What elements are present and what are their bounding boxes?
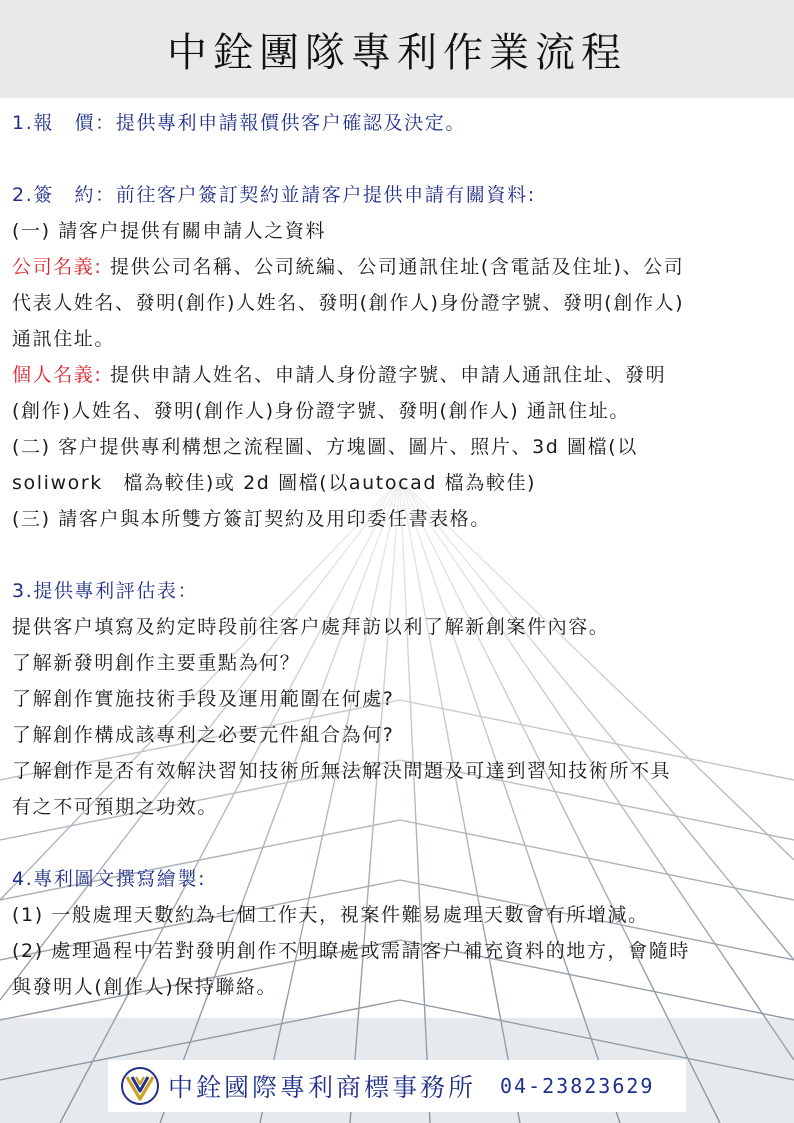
process-content [12, 105, 788, 1005]
company-label: 公司名義: [12, 256, 103, 278]
company-line-2: 代表人姓名、發明(創作)人姓名、發明(創作人)身份證字號、發明(創作人) [12, 292, 685, 314]
personal-text-1: 提供申請人姓名、申請人身份證字號、申請人通訊住址、發明 [102, 364, 667, 386]
personal-label: 個人名義: [12, 364, 103, 386]
section-3-line-1: 提供客户填寫及約定時段前往客户處拜訪以利了解新創案件內容。 [12, 616, 610, 638]
section-4-line-3: 與發明人(創作人)保持聯絡。 [12, 976, 278, 998]
footer-contact [108, 1060, 686, 1112]
section-2-sub1: (一) 請客户提供有關申請人之資料 [12, 220, 327, 242]
section-3-line-5: 了解創作是否有效解決習知技術所無法解決問題及可達到習知技術所不具 [12, 760, 672, 782]
firm-logo-icon [120, 1066, 160, 1106]
section-4-heading: 4.專利圖文撰寫繪製: [12, 868, 207, 890]
company-text-1: 提供公司名稱、公司統編、公司通訊住址(含電話及住址)、公司 [102, 256, 685, 278]
section-2-sub2-line-1: (二) 客户提供專利構想之流程圖、方塊圖、圖片、照片、3d 圖檔(以 [12, 436, 638, 458]
title-bar [0, 0, 794, 98]
spacer [12, 141, 788, 177]
company-line-3: 通訊住址。 [12, 328, 116, 350]
section-3-line-4: 了解創作構成該專利之必要元件組合為何? [12, 724, 395, 746]
section-2-sub2-line-2: soliwork 檔為較佳)或 2d 圖檔(以autocad 檔為較佳) [12, 472, 537, 494]
section-4-line-2: (2) 處理過程中若對發明創作不明瞭處或需請客户補充資料的地方，會隨時 [12, 940, 690, 962]
section-2-sub3: (三) 請客户與本所雙方簽訂契約及用印委任書表格。 [12, 508, 491, 530]
page-title: 中銓團隊專利作業流程 [167, 29, 627, 76]
section-3-line-2: 了解新發明創作主要重點為何？ [12, 652, 301, 674]
firm-phone: 04-23823629 [500, 1074, 655, 1098]
section-3-line-3: 了解創作實施技術手段及運用範圍在何處? [12, 688, 395, 710]
personal-line-1 [12, 357, 788, 393]
section-3-heading: 3.提供專利評估表： [12, 580, 199, 602]
firm-name: 中銓國際專利商標事務所 [168, 1073, 477, 1102]
spacer [12, 825, 788, 861]
section-3-line-6: 有之不可預期之功效。 [12, 796, 219, 818]
personal-line-2: (創作)人姓名、發明(創作人)身份證字號、發明(創作人) 通訊住址。 [12, 400, 630, 422]
section-2-heading: 2.簽 約：前往客户簽訂契約並請客户提供申請有關資料: [12, 184, 536, 206]
spacer [12, 537, 788, 573]
company-line-1 [12, 249, 788, 285]
section-4-line-1: (1) 一般處理天數約為七個工作天，視案件難易處理天數會有所增減。 [12, 904, 649, 926]
section-1-heading: 1.報 價：提供專利申請報價供客户確認及決定。 [12, 112, 466, 134]
